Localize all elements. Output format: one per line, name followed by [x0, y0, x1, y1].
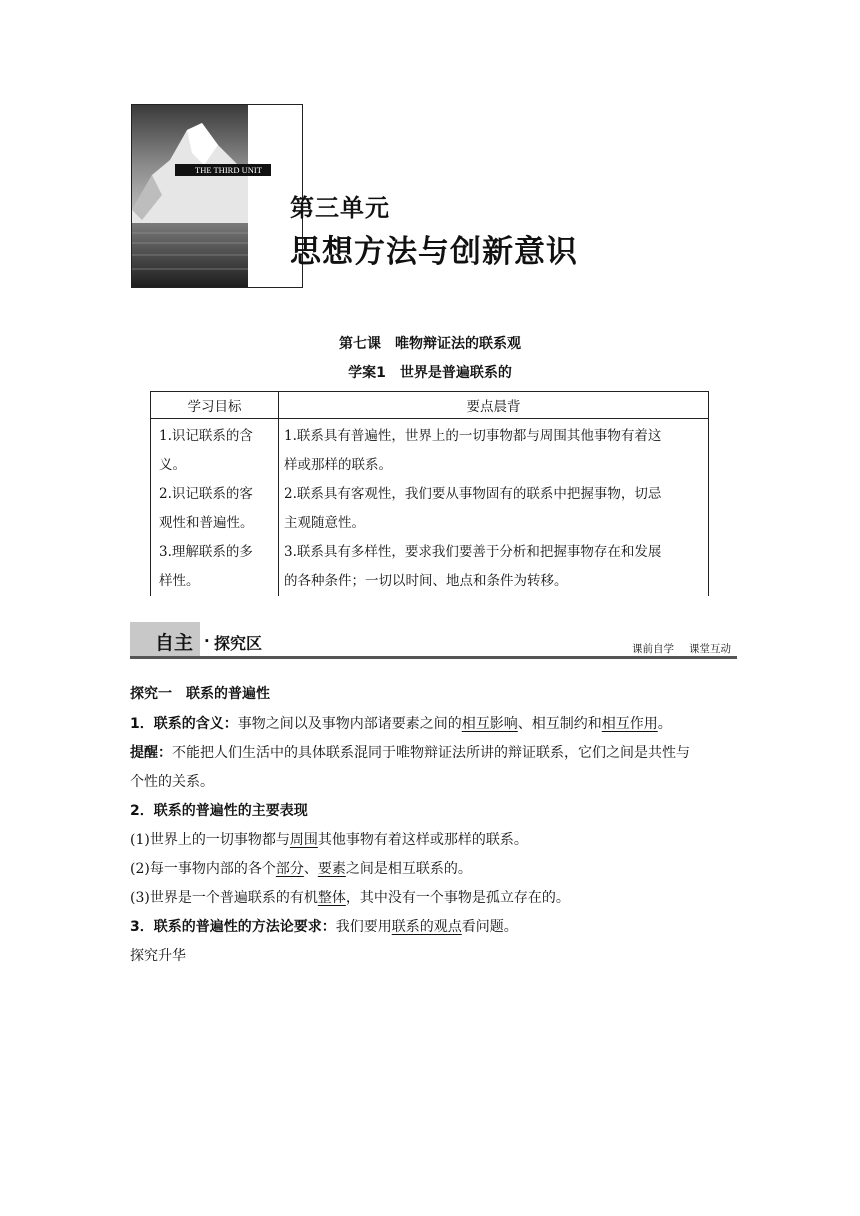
unit-subtitle: 思想方法与创新意识 — [290, 234, 578, 270]
key-point-line: 1.联系具有普遍性，世界上的一切事物都与周围其他事物有着这 — [284, 428, 662, 444]
key-point-line: 3.联系具有多样性，要求我们要善于分析和把握事物存在和发展 — [284, 544, 662, 560]
objective-line: 观性和普遍性。 — [159, 515, 254, 531]
methodology-label: 3．联系的普遍性的方法论要求： — [130, 919, 336, 935]
case-title: 学案1 世界是普遍联系的 — [348, 365, 512, 381]
unit-tag: THE THIRD UNIT — [175, 164, 271, 176]
reminder-label: 提醒： — [130, 745, 172, 761]
text: 。 — [657, 716, 672, 732]
header-key-points: 要点晨背 — [279, 392, 709, 419]
key-point-line: 2.联系具有客观性，我们要从事物固有的联系中把握事物，切忌 — [284, 486, 662, 502]
paragraph-definition — [130, 714, 672, 734]
lesson-title: 第七课 唯物辩证法的联系观 — [339, 336, 521, 352]
answer-blank: 相互作用 — [601, 716, 658, 732]
reminder-line-1 — [130, 743, 690, 763]
objective-line: 1.识记联系的含 — [159, 428, 253, 444]
objectives-table — [150, 391, 709, 596]
answer-blank: 周围 — [289, 832, 318, 848]
table-row — [151, 419, 709, 597]
manifestation-3 — [130, 888, 570, 908]
table-header-row — [151, 392, 709, 419]
text: 事物之间以及事物内部诸要素之间的 — [237, 716, 462, 732]
objectives-cell — [151, 419, 279, 597]
text: (2)每一事物内部的各个 — [130, 861, 276, 877]
reminder-line-2: 个性的关系。 — [130, 774, 214, 790]
definition-label: 1．联系的含义： — [130, 716, 238, 732]
text: (3)世界是一个普遍联系的有机 — [130, 890, 318, 906]
manifestation-1 — [130, 830, 528, 850]
manifestation-2 — [130, 859, 472, 879]
key-point-line: 的各种条件；一切以时间、地点和条件为转移。 — [284, 573, 568, 589]
subheading-manifestations: 2．联系的普遍性的主要表现 — [130, 803, 308, 819]
objective-line: 3.理解联系的多 — [159, 544, 253, 560]
objective-line: 样性。 — [159, 573, 200, 589]
iceberg-image — [132, 105, 248, 287]
text: 不能把人们生活中的具体联系混同于唯物辩证法所讲的辩证联系，它们之间是共性与 — [172, 745, 690, 761]
section-tab-preview: 课前自学 — [632, 643, 674, 655]
section-title-main: 自主 — [155, 632, 194, 654]
answer-blank: 部分 — [275, 861, 304, 877]
text: 我们要用 — [335, 919, 392, 935]
key-point-line: 主观随意性。 — [284, 515, 365, 531]
key-points-cell — [279, 419, 709, 597]
section-title-sub: 探究区 — [214, 634, 263, 653]
answer-blank: 联系的观点 — [391, 919, 462, 935]
section-title-dot: · — [204, 632, 210, 650]
unit-title: 第三单元 — [290, 194, 390, 222]
answer-blank: 相互影响 — [461, 716, 518, 732]
key-point-line: 样或那样的联系。 — [284, 457, 392, 473]
inquiry-upgrade-heading: 探究升华 — [130, 948, 186, 964]
text: 、 — [303, 861, 318, 877]
paragraph-methodology — [130, 917, 518, 937]
inquiry-one-title: 探究一 联系的普遍性 — [130, 686, 270, 702]
answer-blank: 整体 — [317, 890, 346, 906]
text: 其他事物有着这样或那样的联系。 — [317, 832, 528, 848]
objective-line: 2.识记联系的客 — [159, 486, 253, 502]
text: 看问题。 — [461, 919, 518, 935]
header-objectives: 学习目标 — [151, 392, 279, 419]
text: 、相互制约和 — [517, 716, 602, 732]
section-tab-interaction: 课堂互动 — [689, 643, 731, 655]
answer-blank: 要素 — [317, 861, 346, 877]
text: (1)世界上的一切事物都与 — [130, 832, 290, 848]
text: ，其中没有一个事物是孤立存在的。 — [345, 890, 570, 906]
text: 之间是相互联系的。 — [345, 861, 472, 877]
objective-line: 义。 — [159, 457, 186, 473]
section-bar-rule — [130, 656, 737, 659]
